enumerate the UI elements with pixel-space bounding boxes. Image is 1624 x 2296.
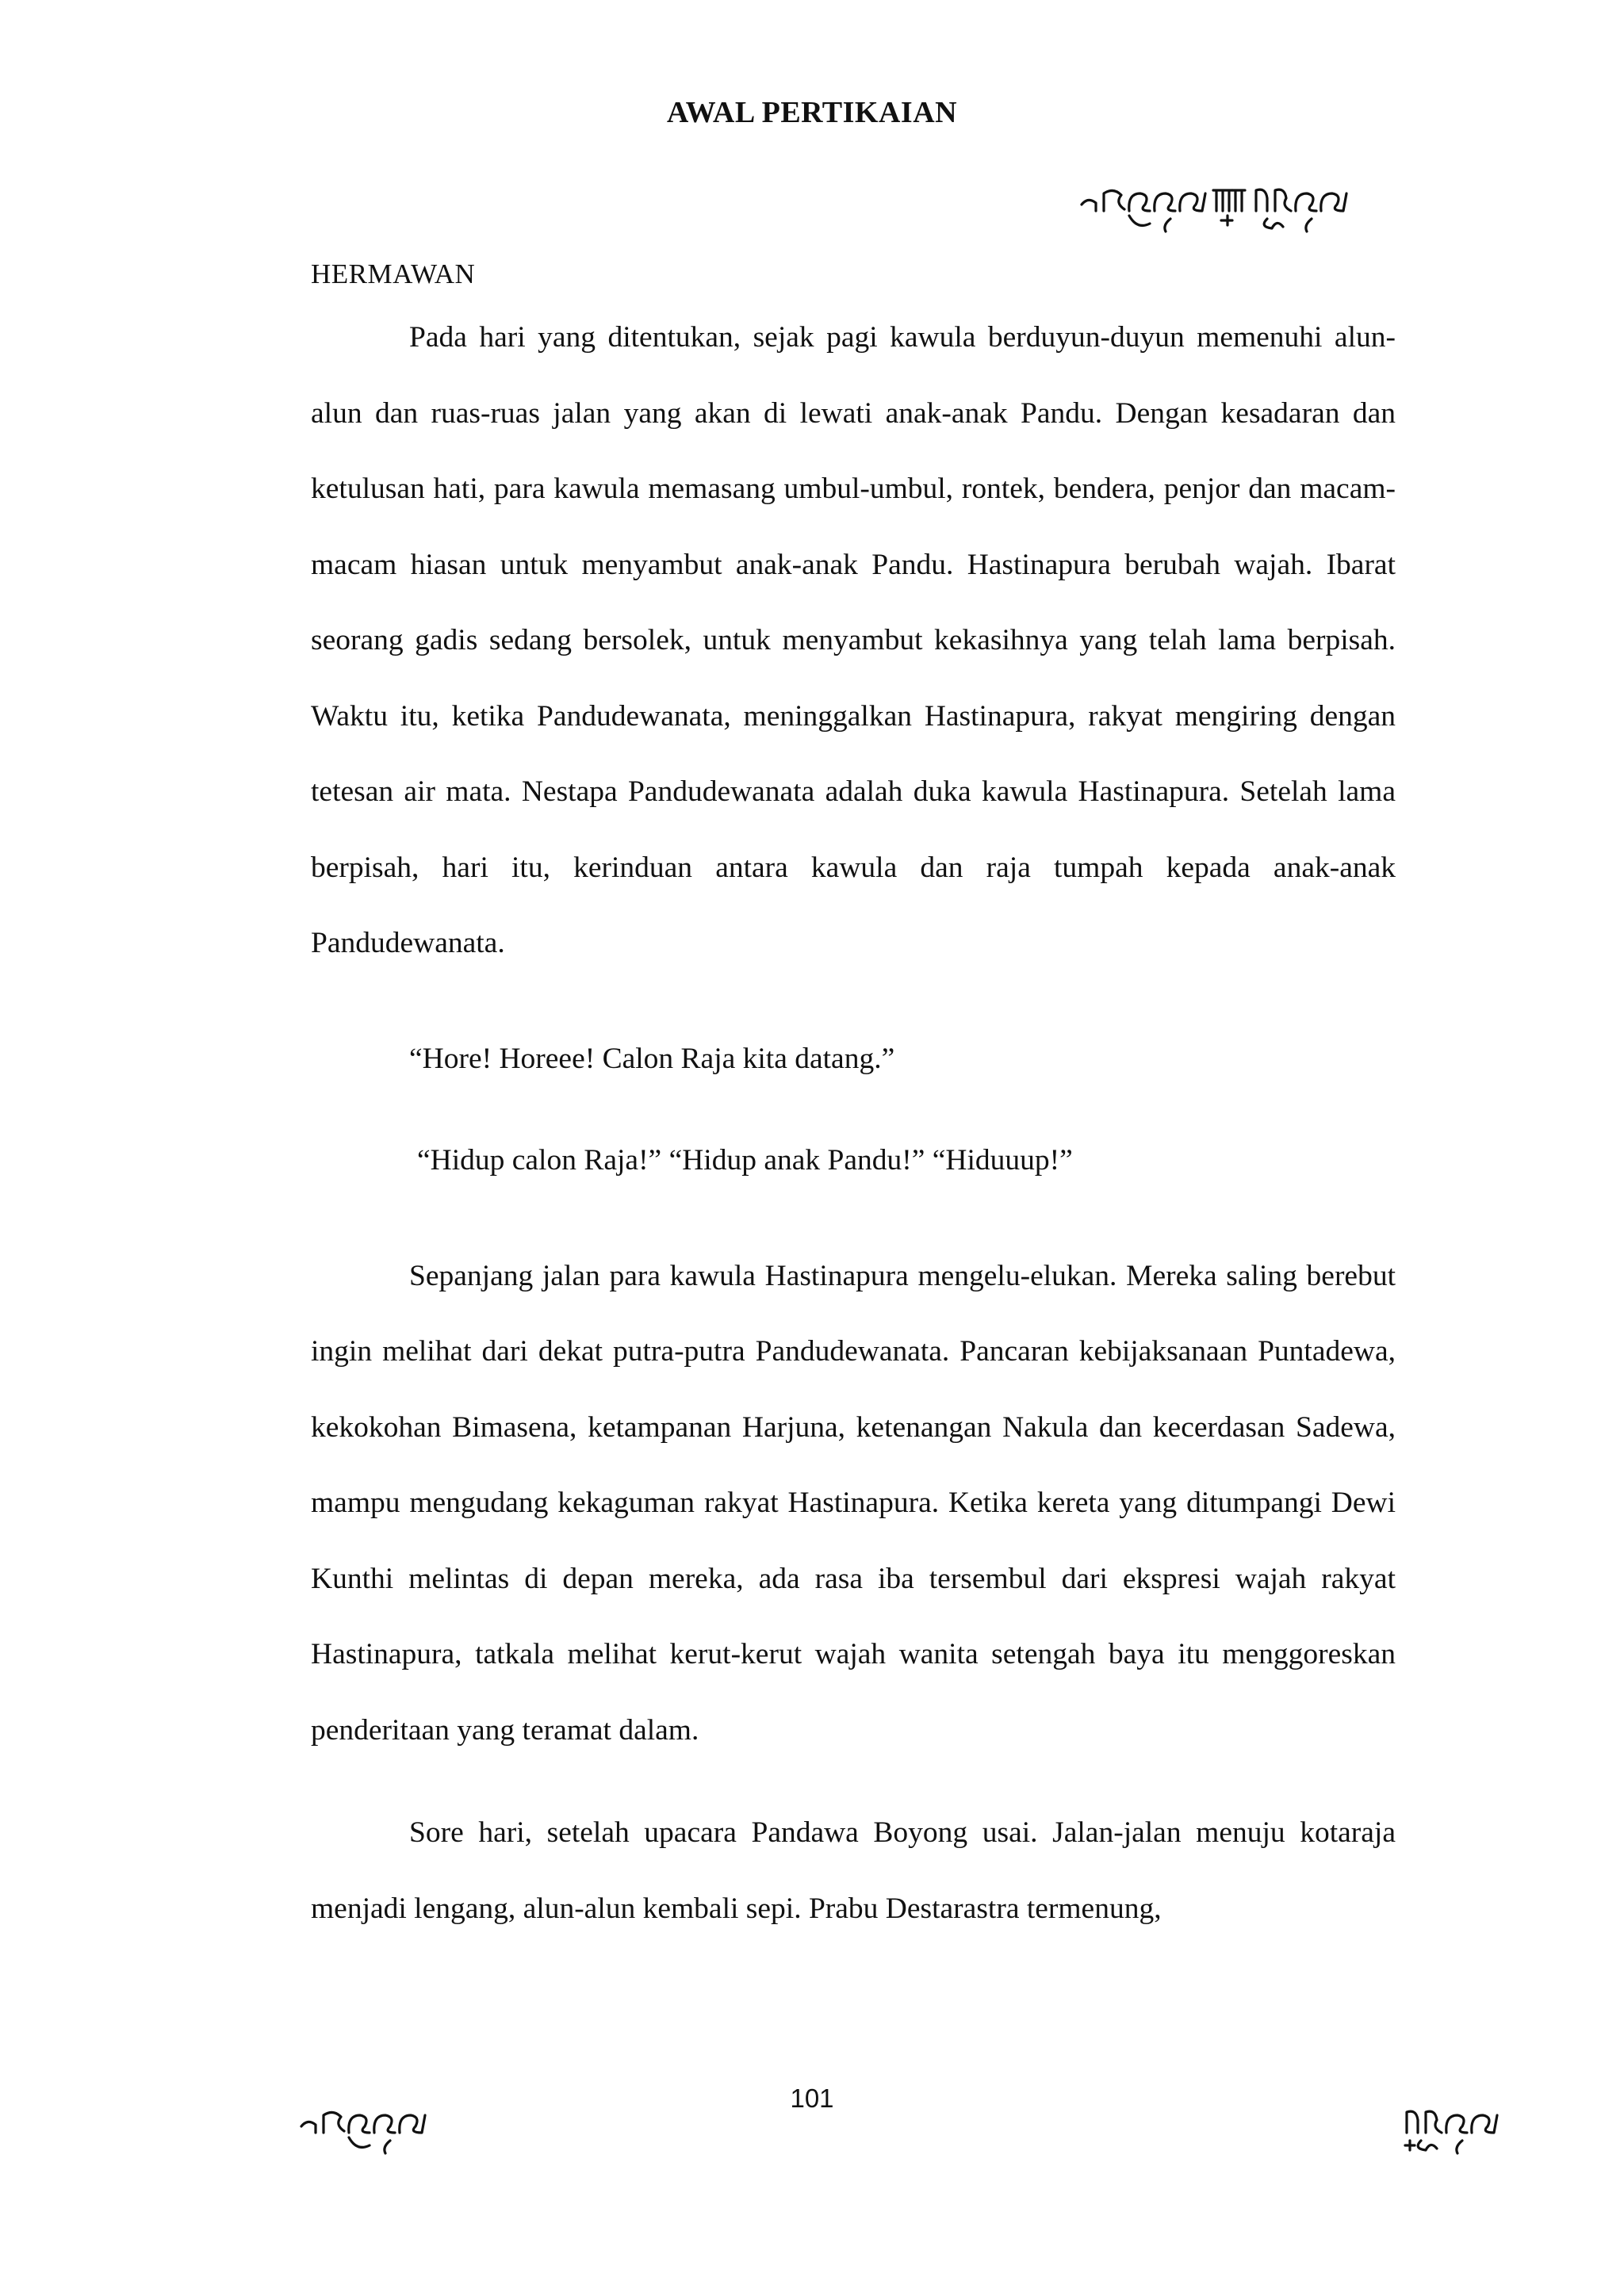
dialogue-quote: “Hidup calon Raja!” “Hidup anak Pandu!” “Hiduuup!” [417, 1143, 1073, 1177]
author-name: HERMAWAN [311, 258, 476, 289]
header-javanese-ornament-icon [1077, 179, 1410, 235]
paragraph: Sore hari, setelah upacara Pandawa Boyong usai. Jalan-jalan menuju kotaraja menjadi lengang, alun-alun kembali sepi. Prabu Destarastra termenung, [311, 1816, 1396, 1925]
paragraph: Sepanjang jalan para kawula Hastinapura mengelu-elukan. Mereka saling berebut ingin melihat dari dekat putra-putra Pandudewanata. Pancaran kebijaksanaan Puntadewa, kekokohan Bimasena, ketampanan Harjuna, ketenangan Nakula dan kecerdasan Sadewa, mampu mengudang kekaguman rakyat Hastinapura. Ketika kereta yang ditumpangi Dewi Kunthi melintas di depan mereka, ada rasa iba tersembul dari ekspresi wajah rakyat Hastinapura, tatkala melihat kerut-kerut wajah wanita setengah baya itu menggoreskan penderitaan yang teramat dalam. [311, 1259, 1396, 1747]
page-title: AWAL PERTIKAIAN [666, 96, 958, 129]
body-text [311, 300, 1396, 1946]
footer-right-javanese-ornament-icon [1402, 2101, 1553, 2156]
footer-left-javanese-ornament-icon [297, 2101, 495, 2156]
paragraph: Pada hari yang ditentukan, sejak pagi kawula berduyun-duyun memenuhi alun-alun dan ruas-ruas jalan yang akan di lewati anak-anak Pandu. Dengan kesadaran dan ketulusan hati, para kawula memasang umbul-umbul, rontek, bendera, penjor dan macam-macam hiasan untuk menyambut anak-anak Pandu. Hastinapura berubah wajah. Ibarat seorang gadis sedang bersolek, untuk menyambut kekasihnya yang telah lama berpisah. Waktu itu, ketika Pandudewanata, meninggalkan Hastinapura, rakyat mengiring dengan tetesan air mata. Nestapa Pandudewanata adalah duka kawula Hastinapura. Setelah lama berpisah, hari itu, kerinduan antara kawula dan raja tumpah kepada anak-anak Pandudewanata. [311, 321, 1396, 959]
dialogue-quote: “Hore! Horeee! Calon Raja kita datang.” [409, 1042, 895, 1075]
page-number: 101 [790, 2084, 834, 2113]
